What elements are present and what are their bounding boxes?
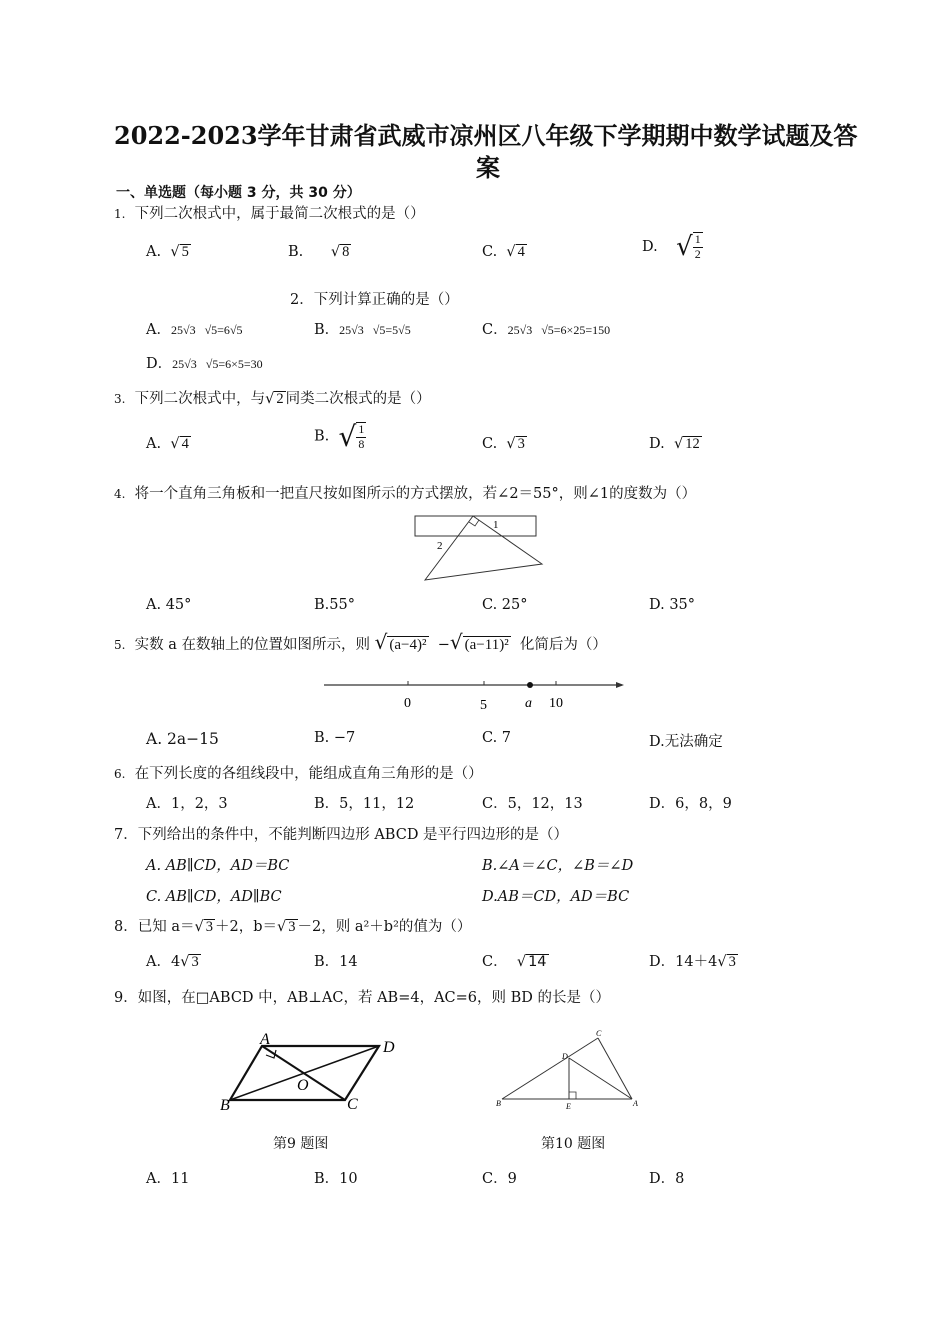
question-5: 5. 实数 a 在数轴上的位置如图所示，则 √ (a−4)² −√ (a−11)² 化简后为（） (114, 630, 607, 654)
vertex-a: A (633, 1099, 638, 1108)
q9-option-b: B．10 (314, 1171, 358, 1187)
q6-option-b: B．5，11，12 (314, 796, 415, 812)
q8-option-b: B．14 (314, 954, 358, 970)
segment-bc (502, 1038, 598, 1099)
q4-option-d: D. 35° (649, 597, 696, 613)
q5-option-c: C. 7 (482, 730, 512, 746)
q3-option-d: D. √ 12 (649, 436, 700, 452)
q1-option-d: D. √ $\frac{1}{2}$ (642, 232, 701, 262)
q1-option-c: C. √ 4 (482, 244, 525, 260)
q4-option-a: A. 45° (146, 597, 192, 613)
question-2: 2．下列计算正确的是（） (290, 292, 459, 308)
q1-option-b: B. √ 8 (288, 244, 350, 260)
q2-option-d: D．25√3 √5=6×5=30 (146, 356, 263, 372)
q6-option-a: A．1，2，3 (146, 796, 228, 812)
segment-da (569, 1058, 632, 1099)
q7-option-c: C. AB∥CD，AD∥BC (146, 889, 282, 905)
vertex-d: D (383, 1039, 395, 1056)
figure-10 (492, 1026, 648, 1114)
q2-option-c: C．25√3 √5=6×25=150 (482, 322, 611, 338)
tick-label-10: 10 (549, 696, 563, 711)
right-angle-mark (569, 1092, 576, 1099)
q4-figure (405, 508, 545, 588)
q7-option-d: D.AB＝CD，AD＝BC (482, 889, 630, 905)
question-8: 8．已知 a＝√ 3 ＋2，b＝√ 3 －2，则 a²＋b²的值为（） (114, 919, 472, 935)
angle-1-label: 1 (493, 519, 499, 531)
vertex-d: D (562, 1052, 568, 1061)
caption-figure-9: 第9 题图 (273, 1136, 329, 1152)
q3-option-c: C. √ 3 (482, 436, 525, 452)
question-7: 7．下列给出的条件中，不能判断四边形 ABCD 是平行四边形的是（） (114, 827, 569, 843)
question-number: 1. (114, 207, 126, 221)
question-6: 6. 在下列长度的各组线段中，能组成直角三角形的是（） (114, 766, 483, 782)
q7-option-b: B.∠A＝∠C，∠B＝∠D (482, 858, 634, 874)
tick-label-0: 0 (404, 696, 411, 711)
angle-2-label: 2 (437, 540, 443, 552)
q2-option-b: B．25√3 √5=5√5 (314, 322, 411, 338)
q5-option-d: D.无法确定 (649, 734, 723, 750)
question-text: 下列二次根式中，属于最简二次根式的是（） (134, 206, 425, 222)
figure-9 (214, 1030, 414, 1114)
section-heading: 一、单选题（每小题 3 分，共 30 分） (116, 185, 361, 201)
q7-option-a: A. AB∥CD，AD＝BC (146, 858, 290, 874)
q9-option-d: D．8 (649, 1171, 685, 1187)
point-a (527, 682, 533, 688)
q3-option-b: B. √ $\frac{1}{8}$ (314, 420, 365, 453)
number-line (320, 672, 630, 716)
question-1 (114, 202, 425, 223)
q6-option-c: C．5，12，13 (482, 796, 583, 812)
q9-option-c: C．9 (482, 1171, 517, 1187)
q3-option-a: A. √ 4 (146, 436, 189, 452)
q8-option-c: C． √ 14 (482, 954, 547, 970)
question-3: 3. 下列二次根式中，与√ 2 同类二次根式的是（） (114, 391, 431, 407)
ruler (415, 516, 536, 536)
vertex-b: B (220, 1097, 230, 1114)
q1-option-a: A. √ 5 (146, 244, 189, 260)
q9-option-a: A．11 (146, 1171, 190, 1187)
segment-ca (598, 1038, 632, 1099)
caption-figure-10: 第10 题图 (541, 1136, 606, 1152)
vertex-e: E (566, 1102, 571, 1111)
page-title-line1: 2022-2023学年甘肃省武威市凉州区八年级下学期期中数学试题及答 (114, 121, 858, 150)
vertex-c: C (596, 1029, 602, 1038)
q4-option-b: B.55° (314, 597, 355, 613)
question-4: 4. 将一个直角三角板和一把直尺按如图所示的方式摆放，若∠2＝55°，则∠1的度数为（） (114, 486, 697, 502)
page-title-line2: 案 (476, 153, 500, 182)
vertex-c: C (347, 1096, 358, 1113)
right-angle-mark (469, 520, 479, 526)
q5-option-a: A. 2a−15 (146, 730, 219, 748)
q8-option-a: A．4√ 3 (146, 954, 199, 970)
q4-option-c: C. 25° (482, 597, 528, 613)
arrow-head (616, 682, 624, 688)
tick-label-5: 5 (480, 698, 487, 713)
center-o: O (297, 1077, 309, 1094)
q8-option-d: D．14＋4√ 3 (649, 954, 736, 970)
vertex-b: B (496, 1099, 501, 1108)
q2-option-a: A．25√3 √5=6√5 (146, 322, 243, 338)
q5-option-b: B. −7 (314, 730, 356, 746)
vertex-a: A (260, 1031, 270, 1048)
q6-option-d: D．6，8，9 (649, 796, 732, 812)
question-9: 9．如图，在□ABCD 中，AB⊥AC，若 AB=4，AC=6，则 BD 的长是（） (114, 990, 611, 1006)
triangle (425, 516, 542, 580)
tick-label-a: a (525, 696, 532, 711)
